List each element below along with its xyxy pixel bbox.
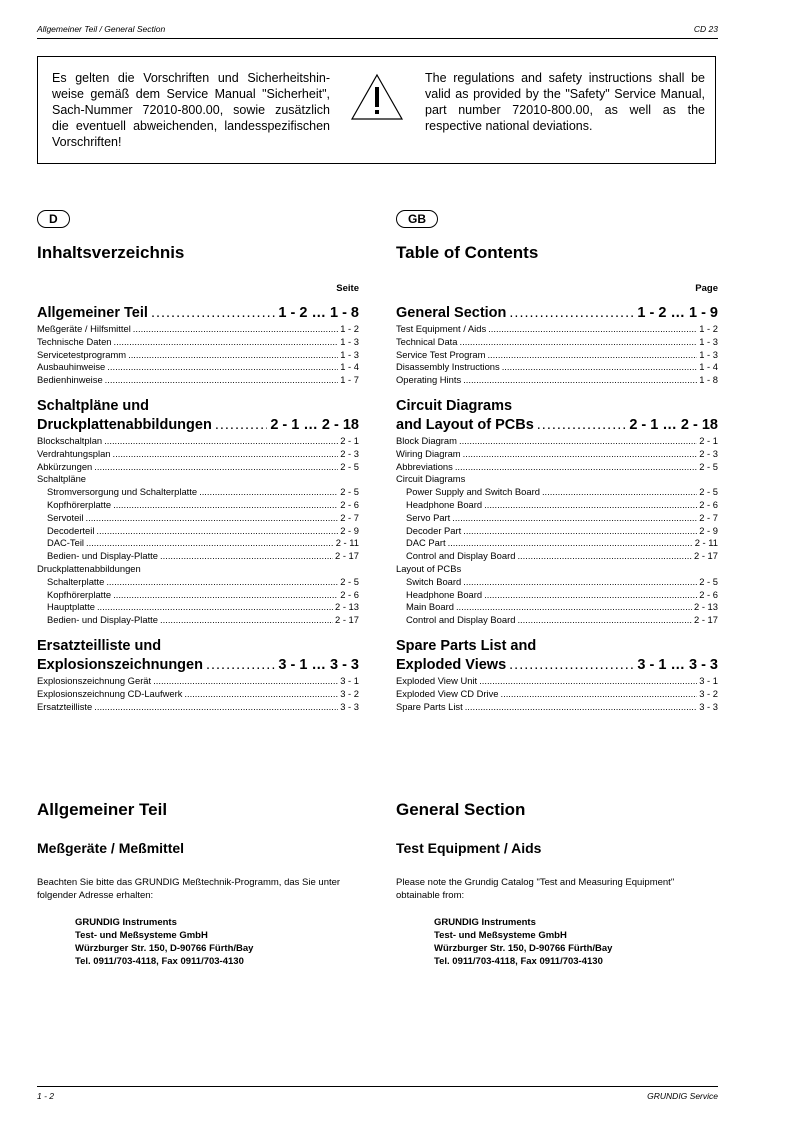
toc-entry: Exploded View Unit ..... 3 - 1	[396, 675, 718, 688]
toc-entry: Abbreviations ..... 2 - 5	[396, 461, 718, 474]
toc-group-label: Layout of PCBs	[396, 562, 462, 574]
toc-group-label: Druckplattenabbildungen	[37, 562, 141, 574]
page-label-de: Seite	[336, 283, 359, 294]
toc-entry: Switch Board ..... 2 - 5	[396, 576, 718, 589]
toc-entry: Schalterplatte ..... 2 - 5	[37, 576, 359, 589]
toc-entry: Kopfhörerplatte ..... 2 - 6	[37, 499, 359, 512]
toc-entry: Main Board ..... 2 - 13	[396, 601, 718, 614]
general-section-en	[396, 800, 718, 968]
toc-group-label: Schaltpläne	[37, 473, 86, 485]
toc-section-2-en	[396, 397, 718, 627]
toc-entry: Servo Part ..... 2 - 7	[396, 512, 718, 525]
toc-entry: Bedienhinweise ..... 1 - 7	[37, 374, 359, 387]
toc-title-de: Inhaltsverzeichnis	[37, 243, 185, 262]
general-section-de	[37, 800, 359, 968]
address-block-de	[37, 916, 359, 968]
section-title: Allgemeiner Teil	[37, 305, 148, 321]
section-title: Explosionszeichnungen	[37, 656, 203, 673]
warning-triangle-icon	[350, 73, 404, 121]
section-title-line1: Circuit Diagrams	[396, 397, 513, 414]
address-line: GRUNDIG Instruments	[434, 917, 536, 928]
toc-entry: Block Diagram ..... 2 - 1	[396, 435, 718, 448]
toc-entry: Ersatzteilliste ..... 3 - 3	[37, 701, 359, 714]
toc-section-3-de	[37, 637, 359, 713]
address-line: Test- und Meßsysteme GmbH	[75, 930, 208, 941]
toc-entry: Bedien- und Display-Platte ..... 2 - 17	[37, 550, 359, 563]
section-heading	[37, 416, 359, 435]
toc-entry: Decoderteil ..... 2 - 9	[37, 525, 359, 538]
toc-entry: Headphone Board ..... 2 - 6	[396, 589, 718, 602]
test-equipment-title-de: Meßgeräte / Meßmittel	[37, 840, 185, 856]
section-heading	[37, 656, 359, 675]
toc-group-label: Circuit Diagrams	[396, 473, 466, 485]
toc-entry: Operating Hints ..... 1 - 8	[396, 374, 718, 387]
language-badge-de: D	[37, 210, 70, 228]
toc-entry: Test Equipment / Aids ..... 1 - 2	[396, 323, 718, 336]
safety-notice-en: The regulations and safety instructions shall be valid as provided by the "Safety" Service Manual, part number 72010-800.00, as well as the respective national deviations.	[425, 71, 705, 133]
section-title: Exploded Views	[396, 656, 507, 673]
toc-entry: DAC Part ..... 2 - 11	[396, 537, 718, 550]
header-left: Allgemeiner Teil / General Section	[37, 24, 166, 34]
general-section-title-de: Allgemeiner Teil	[37, 800, 168, 819]
section-title-line1: Schaltpläne und	[37, 397, 149, 414]
footer-brand: GRUNDIG Service	[647, 1091, 718, 1101]
safety-notice-box	[37, 56, 716, 164]
toc-entry: Exploded View CD Drive ..... 3 - 2	[396, 688, 718, 701]
toc-column-en	[396, 210, 718, 713]
address-line: Würzburger Str. 150, D-90766 Fürth/Bay	[434, 943, 613, 954]
section-title: General Section	[396, 305, 507, 321]
page-label-en: Page	[695, 283, 718, 294]
section-pages: 3 - 1 … 3 - 3	[637, 656, 718, 673]
toc-entry: Servoteil ..... 2 - 7	[37, 512, 359, 525]
toc-entry: Technische Daten ..... 1 - 3	[37, 336, 359, 349]
address-line: Würzburger Str. 150, D-90766 Fürth/Bay	[75, 943, 254, 954]
section-heading	[396, 416, 718, 435]
test-equipment-text-en: Please note the Grundig Catalog "Test and Measuring Equipment" obtainable from:	[396, 877, 675, 901]
toc-section-3-en	[396, 637, 718, 713]
section-title: Druckplattenabbildungen	[37, 416, 212, 433]
section-heading	[396, 656, 718, 675]
toc-entry: Meßgeräte / Hilfsmittel ..... 1 - 2	[37, 323, 359, 336]
section-title-line1: Ersatzteilliste und	[37, 637, 162, 654]
toc-section-2-de	[37, 397, 359, 627]
toc-entry: Stromversorgung und Schalterplatte ..... 2 - 5	[37, 486, 359, 499]
toc-entry: Decoder Part ..... 2 - 9	[396, 525, 718, 538]
address-line: GRUNDIG Instruments	[75, 917, 177, 928]
toc-entry: Service Test Program ..... 1 - 3	[396, 349, 718, 362]
toc-entry: Headphone Board ..... 2 - 6	[396, 499, 718, 512]
test-equipment-text-de: Beachten Sie bitte das GRUNDIG Meßtechnik-Programm, das Sie unter folgender Adresse erhalten:	[37, 877, 341, 901]
toc-entry: Bedien- und Display-Platte ..... 2 - 17	[37, 614, 359, 627]
toc-entry: Abkürzungen ..... 2 - 5	[37, 461, 359, 474]
language-badge-gb: GB	[396, 210, 438, 228]
address-line: Tel. 0911/703-4118, Fax 0911/703-4130	[434, 956, 603, 967]
section-heading	[396, 304, 718, 323]
toc-entry: Power Supply and Switch Board ..... 2 - 5	[396, 486, 718, 499]
toc-entry: DAC-Teil ..... 2 - 11	[37, 537, 359, 550]
toc-entry: Verdrahtungsplan ..... 2 - 3	[37, 448, 359, 461]
toc-entry: Wiring Diagram ..... 2 - 3	[396, 448, 718, 461]
address-line: Tel. 0911/703-4118, Fax 0911/703-4130	[75, 956, 244, 967]
general-section-title-en: General Section	[396, 800, 526, 819]
toc-entry: Explosionszeichnung CD-Laufwerk ..... 3 - 2	[37, 688, 359, 701]
toc-entry: Hauptplatte ..... 2 - 13	[37, 601, 359, 614]
toc-entry: Explosionszeichnung Gerät ..... 3 - 1	[37, 675, 359, 688]
section-title: and Layout of PCBs	[396, 416, 534, 433]
page-header	[37, 24, 718, 39]
footer-page-number: 1 - 2	[37, 1091, 55, 1101]
toc-section-1-en	[396, 304, 718, 387]
toc-entry: Blockschaltplan ..... 2 - 1	[37, 435, 359, 448]
section-heading	[37, 304, 359, 323]
toc-entry: Spare Parts List ..... 3 - 3	[396, 701, 718, 714]
toc-entry: Control and Display Board ..... 2 - 17	[396, 550, 718, 563]
toc-entry: Technical Data ..... 1 - 3	[396, 336, 718, 349]
header-right: CD 23	[693, 24, 718, 34]
toc-column-de	[37, 210, 359, 713]
toc-entry: Servicetestprogramm ..... 1 - 3	[37, 349, 359, 362]
page-footer	[37, 1086, 718, 1101]
section-pages: 2 - 1 … 2 - 18	[270, 416, 359, 433]
section-title-line1: Spare Parts List and	[396, 637, 537, 654]
toc-section-1-de	[37, 304, 359, 387]
toc-entry: Ausbauhinweise ..... 1 - 4	[37, 361, 359, 374]
safety-notice-de: Es gelten die Vorschriften und Sicherheitshin-weise gemäß dem Service Manual "Sicherheit", Sach-Nummer 72010-800.00, sowie zusätzlich die eventuell abweichenden, landesspezifischen Vorschriften!	[52, 71, 330, 149]
address-line: Test- und Meßsysteme GmbH	[434, 930, 567, 941]
toc-entry: Kopfhörerplatte ..... 2 - 6	[37, 589, 359, 602]
section-pages: 2 - 1 … 2 - 18	[629, 416, 718, 433]
section-pages: 3 - 1 … 3 - 3	[278, 656, 359, 673]
toc-entry: Disassembly Instructions ..... 1 - 4	[396, 361, 718, 374]
section-pages: 1 - 2 … 1 - 9	[637, 305, 718, 321]
toc-title-en: Table of Contents	[396, 243, 539, 262]
address-block-en	[396, 916, 718, 968]
section-pages: 1 - 2 … 1 - 8	[278, 305, 359, 321]
toc-entry: Control and Display Board ..... 2 - 17	[396, 614, 718, 627]
test-equipment-title-en: Test Equipment / Aids	[396, 840, 542, 856]
